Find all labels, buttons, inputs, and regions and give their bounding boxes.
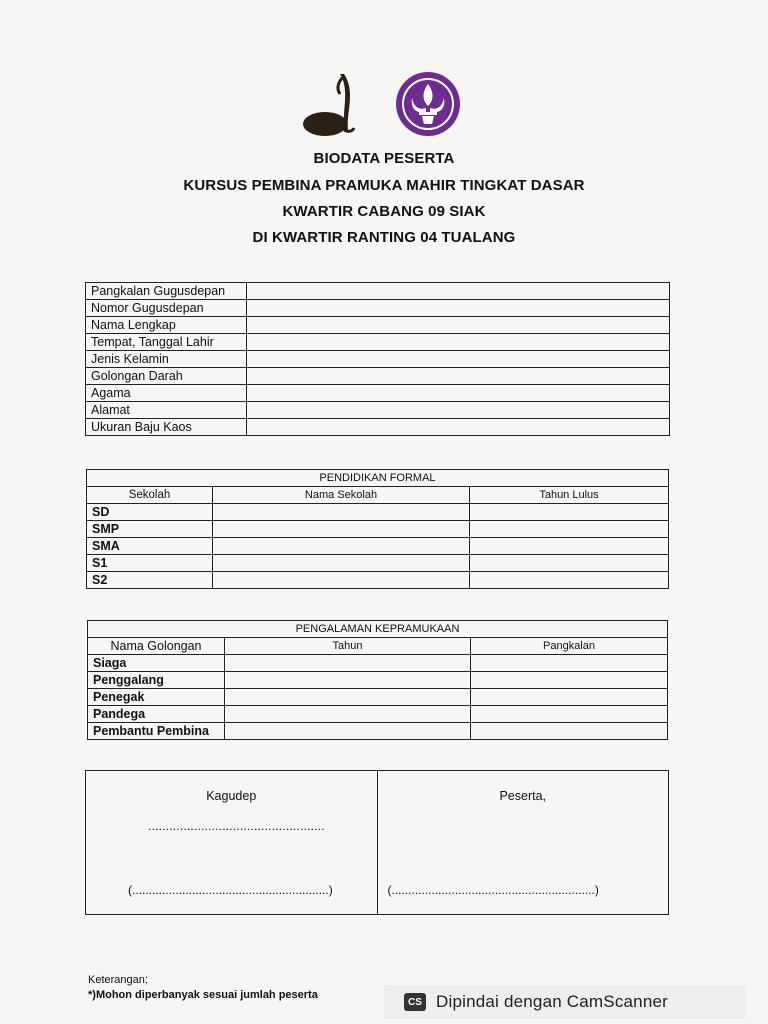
table-cell[interactable] [471,672,668,689]
column-header: Nama Golongan [88,638,225,655]
table-cell[interactable] [470,538,669,555]
field-value-cell[interactable] [247,402,670,419]
table-cell[interactable] [470,504,669,521]
column-header: Nama Sekolah [213,487,470,504]
field-label: Golongan Darah [86,368,247,385]
notes-label: Keterangan; [88,974,148,986]
table-row [86,300,670,317]
row-label: SMP [87,521,213,538]
logo-group [300,72,470,142]
field-label: Ukuran Baju Kaos [86,419,247,436]
field-label: Jenis Kelamin [86,351,247,368]
row-label: S2 [87,572,213,589]
table-row [86,402,670,419]
field-value-cell[interactable] [247,283,670,300]
document-titles [0,150,768,255]
table-row [87,572,669,589]
row-label: Penggalang [88,672,225,689]
table-row [88,706,668,723]
title-kwarcab: KWARTIR CABANG 09 SIAK [282,203,486,220]
table-cell[interactable] [213,521,470,538]
table-row [87,555,669,572]
table-cell[interactable] [471,706,668,723]
table-cell[interactable] [471,689,668,706]
table-row [88,689,668,706]
notes [88,973,318,1003]
table-cell[interactable] [213,555,470,572]
field-label: Agama [86,385,247,402]
table-cell[interactable] [470,521,669,538]
table-cell[interactable] [471,723,668,740]
table-cell[interactable] [225,655,471,672]
table-cell[interactable] [471,655,668,672]
field-value-cell[interactable] [247,300,670,317]
education-title: PENDIDIKAN FORMAL [87,470,669,487]
column-header: Pangkalan [471,638,668,655]
table-row [88,723,668,740]
signature-dots: .................................................. [148,819,325,833]
row-label: Pembantu Pembina [88,723,225,740]
table-cell[interactable] [213,538,470,555]
camscanner-icon: CS [404,993,426,1011]
signature-name-line: (.............................................................) [387,883,599,897]
column-header: Tahun Lulus [470,487,669,504]
camscanner-watermark [384,985,746,1019]
column-header: Sekolah [87,487,213,504]
column-header: Tahun [225,638,471,655]
camscanner-text: Dipindai dengan CamScanner [436,992,669,1011]
table-row [88,655,668,672]
education-table [86,469,669,589]
table-cell[interactable] [225,689,471,706]
field-label: Alamat [86,402,247,419]
signature-box [85,770,669,915]
title-biodata: BIODATA PESERTA [313,150,455,167]
row-label: Penegak [88,689,225,706]
table-row [86,317,670,334]
row-label: SMA [87,538,213,555]
wosm-emblem-icon [396,72,460,136]
tunas-kelapa-icon [303,74,354,136]
table-row [87,504,669,521]
table-row [86,334,670,351]
table-row [87,521,669,538]
row-label: Pandega [88,706,225,723]
field-value-cell[interactable] [247,351,670,368]
field-value-cell[interactable] [247,385,670,402]
field-value-cell[interactable] [247,368,670,385]
field-label: Pangkalan Gugusdepan [86,283,247,300]
field-value-cell[interactable] [247,419,670,436]
table-cell[interactable] [225,723,471,740]
field-label: Nama Lengkap [86,317,247,334]
scouting-title: PENGALAMAN KEPRAMUKAAN [88,621,668,638]
table-row [86,351,670,368]
signature-title: Kagudep [206,789,257,803]
field-value-cell[interactable] [247,334,670,351]
notes-text: *)Mohon diperbanyak sesuai jumlah peserta [88,989,318,1001]
signature-peserta [377,771,669,914]
row-label: Siaga [88,655,225,672]
row-label: S1 [87,555,213,572]
signature-title: Peserta, [499,789,547,803]
table-row [86,283,670,300]
table-cell[interactable] [225,672,471,689]
signature-kagudep [86,771,377,914]
table-cell[interactable] [470,555,669,572]
field-value-cell[interactable] [247,317,670,334]
table-cell[interactable] [213,504,470,521]
scouting-table [87,620,668,740]
table-cell[interactable] [213,572,470,589]
table-cell[interactable] [470,572,669,589]
table-row [86,368,670,385]
row-label: SD [87,504,213,521]
field-label: Nomor Gugusdepan [86,300,247,317]
title-kwarran: DI KWARTIR RANTING 04 TUALANG [252,229,516,246]
table-row [87,538,669,555]
table-row [86,385,670,402]
field-label: Tempat, Tanggal Lahir [86,334,247,351]
biodata-table [85,282,670,436]
title-course: KURSUS PEMBINA PRAMUKA MAHIR TINGKAT DASAR [183,177,585,194]
table-row [88,672,668,689]
signature-name-line: (...........................................................) [128,883,333,897]
table-row [86,419,670,436]
table-cell[interactable] [225,706,471,723]
